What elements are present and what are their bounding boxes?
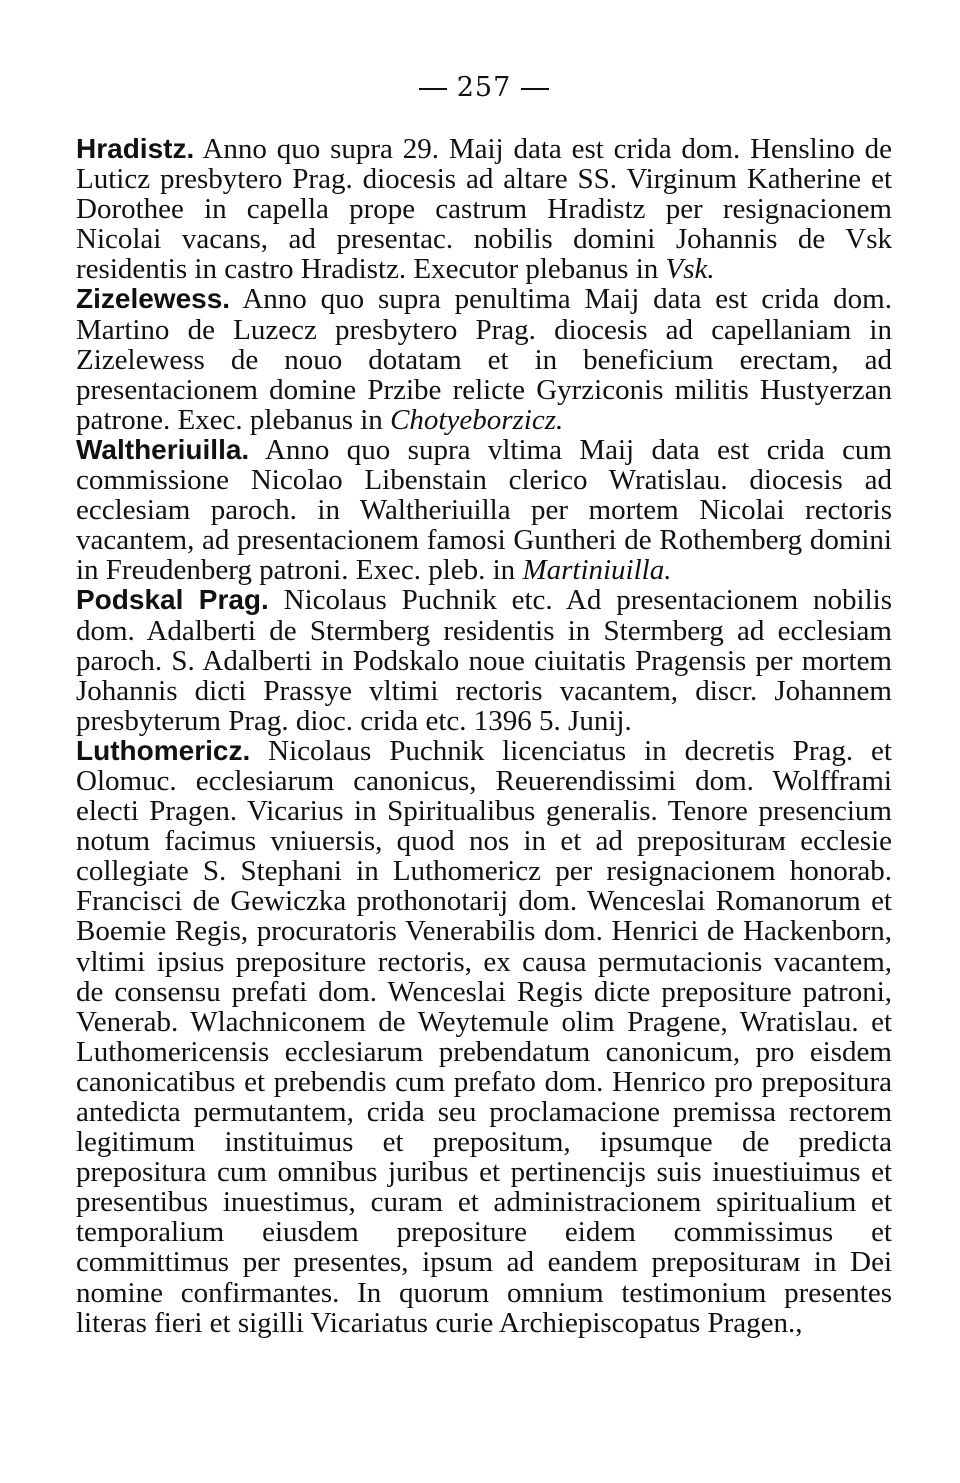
page-number-text: 257 [456, 72, 512, 103]
page-number [76, 70, 892, 106]
entry-text: Anno quo supra 29. Maij data est crida dom. Henslino de Luticz presbytero Prag. diocesis ad altare SS. Virginum Katherine et Dorothee in capella prope castrum Hradistz per resignacionem Nicolai vacans, ad presentac. nobilis domini Johannis de Vsk residentis in castro Hradistz. Executor plebanus in [76, 133, 892, 286]
entry-luthomericz [76, 736, 892, 1338]
entry-heading: Hradistz. [76, 133, 195, 164]
entry-text: Nicolaus Puchnik etc. Ad presentacionem nobilis dom. Adalberti de Stermberg residentis in Stermberg ad ecclesiam paroch. S. Adalberti in Podskalo noue ciuitatis Pragensis per mortem Johannis dicti Prassye vltimi rectoris vacantem, discr. Johannem presbyterum Prag. dioc. crida etc. 1396 5. Junij. [76, 584, 893, 737]
entry-zizelewess [76, 284, 892, 434]
body-text [76, 134, 892, 1338]
entry-heading: Waltheriuilla. [76, 433, 250, 465]
entry-waltheriuilla [76, 435, 892, 585]
entry-italic-place: Chotyeborzicz. [390, 403, 564, 436]
entry-italic-place: Martiniuilla. [522, 554, 672, 587]
entry-text: Anno quo supra penultima Maij data est crida dom. Martino de Luzecz presbytero Prag. diocesis ad capellaniam in Zizelewess de nouo dotatam et in beneficium erectam, ad presentacionem domine Przibe relicte Gyrziconis militis Hustyerzan patrone. Exec. plebanus in [76, 283, 892, 436]
entry-hradistz [76, 134, 892, 284]
document-page [76, 70, 892, 1338]
entry-heading: Luthomericz. [76, 734, 251, 766]
page-number-right-dash [521, 88, 549, 90]
entry-podskal-prag [76, 585, 892, 735]
page-number-left-dash [419, 88, 447, 90]
entry-heading: Podskal Prag. [76, 584, 269, 616]
entry-text: Nicolaus Puchnik licenciatus in decretis Prag. et Olomuc. ecclesiarum canonicus, Reuerendissimi dom. Wolfframi electi Pragen. Vicarius in Spiritualibus generalis. Tenore presencium notum facimus vniuersis, quod nos in et ad prepositurам ecclesie collegiate S. Stephani in Luthomericz per resignacionem honorab. Francisci de Gewiczka prothonotarij dom. Wenceslai Romanorum et Boemie Regis, procuratoris Venerabilis dom. Henrici de Hackenborn, vltimi ipsius prepositure rectoris, ex causa permutacionis vacantem, de consensu prefati dom. Wenceslai Regis dicte prepositure patroni, Venerab. Wlachniconem de Weytemule olim Pragene, Wratislau. et Luthomericensis ecclesiarum prebendatum canonicum, pro eisdem canonicatibus et prebendis cum prefato dom. Henrico pro prepositura antedicta permutantem, crida seu proclamacione premissa rectorem legitimum instituimus et prepositum, ipsumque de predicta prepositura cum omnibus juribus et pertinencijs suis inuestiuimus et presentibus inuestimus, curam et administracionem spiritualium et temporalium eiusdem prepositure eidem commissimus et committimus per presentes, ipsum ad eandem prepositurам in Dei nomine confirmantes. In quorum omnium testimonium presentes literas fieri et sigilli Vicariatus curie Archiepiscopatus Pragen., [76, 734, 892, 1339]
entry-text: Anno quo supra vltima Maij data est crida cum commissione Nicolao Libenstain clerico Wratislau. diocesis ad ecclesiam paroch. in Waltheriuilla per mortem Nicolai rectoris vacantem, ad presentacionem famosi Guntheri de Rothemberg domini in Freudenberg patroni. Exec. pleb. in [76, 433, 892, 587]
entry-italic-place: Vsk. [665, 253, 715, 286]
entry-heading: Zizelewess. [76, 283, 231, 315]
